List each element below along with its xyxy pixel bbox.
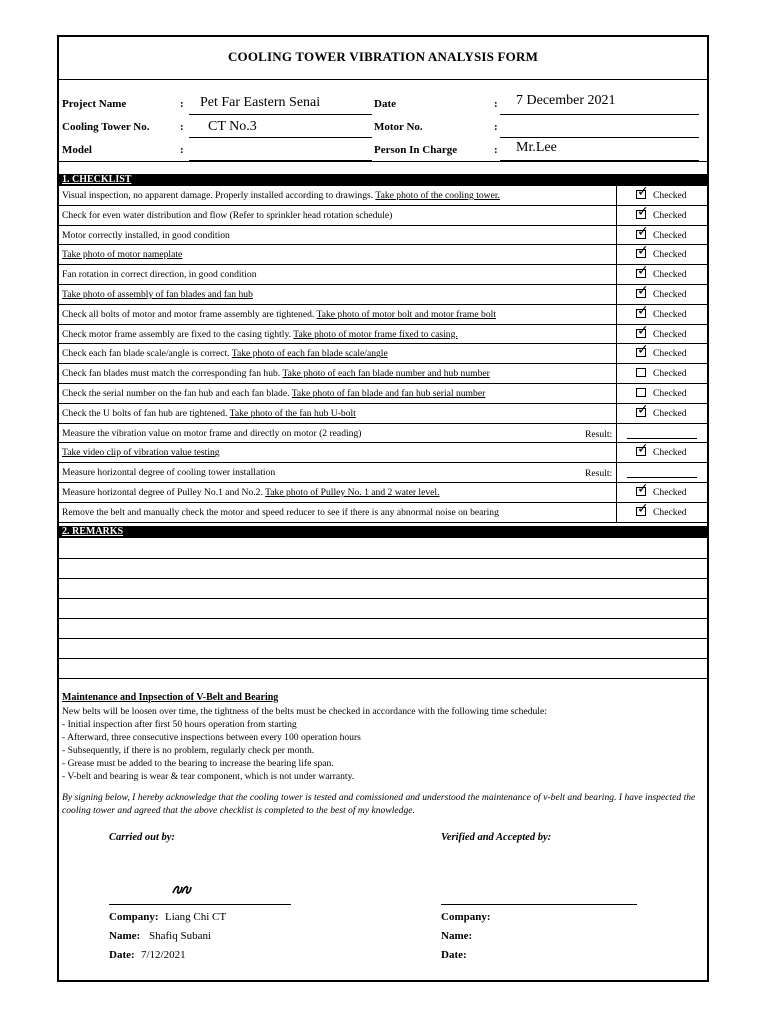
checklist-item-photo-instruction: Take photo of assembly of fan blades and fan hub: [62, 289, 253, 300]
checklist-item-description: Remove the belt and manually check the motor and speed reducer to see if there is any abnormal noise on bearing: [62, 506, 499, 518]
checklist-item-text: [62, 408, 356, 419]
cooling-tower-underline: [189, 137, 372, 138]
signature-mark: [171, 881, 193, 902]
remarks-line: [59, 598, 707, 599]
colon: :: [180, 144, 184, 156]
checked-label: Checked: [653, 447, 687, 459]
colon: :: [180, 121, 184, 133]
checklist-item-text: [62, 368, 490, 379]
empty-box-icon[interactable]: [636, 388, 646, 397]
maintenance-line: - Grease must be added to the bearing to increase the bearing life span.: [62, 758, 334, 769]
checklist-row: [59, 401, 707, 424]
checked-label: Checked: [653, 506, 687, 518]
checklist-item-description: Check all bolts of motor and motor frame assembly are tightened.: [62, 308, 317, 320]
checklist-item-description: Visual inspection, no apparent damage. Properly installed according to drawings.: [62, 190, 376, 201]
maintenance-line: - Subsequently, if there is no problem, regularly check per month.: [62, 745, 315, 756]
checked-label: Checked: [653, 368, 687, 380]
checkmark-icon: ✓: [637, 243, 649, 260]
checklist-item-text: [62, 210, 392, 221]
checklist-item-text: [62, 507, 499, 518]
checkmark-icon: ✓: [637, 322, 649, 339]
person-in-charge-value[interactable]: Mr.Lee: [516, 140, 557, 155]
motor-no-label: Motor No.: [374, 121, 423, 133]
checklist-row: [59, 203, 707, 226]
colon: :: [494, 121, 498, 133]
checked-label: Checked: [653, 229, 687, 241]
result-input[interactable]: [627, 438, 697, 439]
checklist-item-description: Motor correctly installed, in good condition: [62, 229, 230, 241]
checklist-row: [59, 265, 707, 285]
checkmark-icon: ✓: [637, 302, 649, 319]
checklist-item-description: Check for even water distribution and flow (Refer to sprinkler head rotation schedule): [62, 209, 393, 221]
motor-no-underline: [500, 137, 699, 138]
checkmark-icon: ✓: [637, 441, 649, 458]
checklist-row: [59, 364, 707, 384]
cooling-tower-label: Cooling Tower No.: [62, 121, 150, 133]
signature-line[interactable]: [109, 904, 291, 905]
signature-icon: [171, 881, 193, 897]
remarks-line: [59, 678, 707, 679]
maintenance-line: - Afterward, three consecutive inspections between every 100 operation hours: [62, 732, 361, 743]
name-label: Name:: [109, 930, 141, 942]
maintenance-line: New belts will be loosen over time, the tightness of the belts must be checked in accordance with the following time schedule:: [62, 706, 547, 717]
column-divider: [616, 463, 617, 482]
column-divider: [616, 503, 617, 522]
checkmark-icon: ✓: [637, 342, 649, 359]
checked-label: Checked: [653, 348, 687, 360]
checked-label: Checked: [653, 289, 687, 300]
checkmark-icon: ✓: [637, 184, 649, 200]
date-label: Date: [374, 98, 396, 110]
checkmark-icon: ✓: [637, 481, 649, 497]
checkmark-icon: ✓: [637, 500, 649, 517]
checked-label: Checked: [653, 269, 687, 281]
result-label: Result:: [585, 468, 613, 480]
checklist-row: [59, 186, 707, 206]
checklist-row: [59, 483, 707, 503]
checked-label: Checked: [653, 209, 687, 221]
checklist-item-description: Measure horizontal degree of Pulley No.1 and No.2.: [62, 487, 266, 498]
column-divider: [616, 483, 617, 502]
checklist-item-text: [62, 309, 496, 320]
checklist-item-photo-instruction: Take photo of the fan hub U-bolt: [229, 407, 356, 419]
checklist-row: [59, 285, 707, 305]
company-value[interactable]: Liang Chi CT: [165, 911, 227, 923]
checked-label: Checked: [653, 308, 687, 320]
checked-label: Checked: [653, 388, 687, 399]
checked-label: Checked: [653, 487, 687, 498]
checklist-item-text: [62, 487, 439, 498]
maintenance-line: - Initial inspection after first 50 hours operation from starting: [62, 719, 297, 730]
checklist-item-text: [62, 269, 257, 280]
project-name-value[interactable]: Pet Far Eastern Senai: [200, 95, 321, 110]
checklist-item-photo-instruction: Take photo of fan blade and fan hub serial number: [291, 388, 486, 399]
checklist-item-text: [62, 249, 182, 260]
verified-by-label: Verified and Accepted by:: [441, 832, 552, 843]
checklist-item-photo-instruction: Take photo of the cooling tower.: [375, 190, 500, 201]
checklist-item-photo-instruction: Take photo of motor nameplate: [62, 249, 183, 261]
checklist-item-text: [62, 329, 458, 340]
remarks-heading: 2. REMARKS: [59, 526, 707, 538]
remarks-line: [59, 558, 707, 559]
checked-label: Checked: [653, 328, 687, 340]
date-underline: [500, 114, 699, 115]
date-label: Date:: [441, 949, 467, 961]
project-name-underline: [189, 114, 372, 115]
maintenance-line: - V-belt and bearing is wear & tear component, which is not under warranty.: [62, 771, 355, 782]
checklist-item-description: Check the U bolts of fan hub are tightened.: [62, 407, 230, 419]
checklist-heading: 1. CHECKLIST: [59, 174, 707, 186]
column-divider: [616, 186, 617, 205]
checklist-row: [59, 223, 707, 246]
checklist-row: [59, 322, 707, 345]
checklist-item-photo-instruction: Take video clip of vibration value testing: [62, 447, 220, 459]
result-input[interactable]: [627, 477, 697, 478]
empty-box-icon[interactable]: [636, 368, 646, 377]
checklist-item-description: Check each fan blade scale/angle is correct.: [62, 348, 232, 360]
checklist-item-description: Measure the vibration value on motor frame and directly on motor (2 reading): [62, 427, 362, 439]
maintenance-heading: Maintenance and Inpsection of V-Belt and Bearing: [62, 692, 279, 703]
signature-line[interactable]: [441, 904, 637, 905]
column-divider: [616, 384, 617, 403]
checklist-item-text: [62, 447, 220, 458]
divider: [59, 79, 707, 80]
divider: [59, 161, 707, 162]
form-frame: [57, 35, 709, 982]
checklist-row: [59, 344, 707, 364]
cooling-tower-value[interactable]: CT No.3: [208, 119, 257, 134]
checklist-row: [59, 443, 707, 463]
column-divider: [616, 443, 617, 462]
person-in-charge-label: Person In Charge: [374, 144, 458, 156]
checklist-item-photo-instruction: Take photo of each fan blade number and hub number: [282, 368, 490, 380]
column-divider: [616, 404, 617, 423]
name-label: Name:: [441, 930, 473, 942]
column-divider: [616, 305, 617, 324]
checked-label: Checked: [653, 190, 687, 201]
column-divider: [616, 226, 617, 245]
checked-label: Checked: [653, 249, 687, 261]
column-divider: [616, 206, 617, 225]
carried-out-by-label: Carried out by:: [109, 832, 175, 843]
checklist-row: [59, 463, 707, 483]
acknowledgement-text: By signing below, I hereby acknowledge that the cooling tower is tested and comissioned and understood the maintenance of v-belt and bearing. I have inspected the cooling tower and agreed that the above checklist is completed to the best of my knowledge.: [62, 792, 696, 816]
remarks-line: [59, 578, 707, 579]
checkmark-icon: ✓: [637, 283, 649, 299]
column-divider: [616, 325, 617, 344]
checklist-item-photo-instruction: Take photo of motor bolt and motor frame bolt: [316, 308, 496, 320]
checklist-item-description: Check fan blades must match the corresponding fan hub.: [62, 368, 283, 380]
colon: :: [494, 144, 498, 156]
colon: :: [180, 98, 184, 110]
checklist-item-text: [62, 190, 500, 201]
result-label: Result:: [585, 428, 613, 440]
checklist-row: [59, 424, 707, 444]
company-label: Company:: [441, 911, 491, 923]
column-divider: [616, 424, 617, 443]
form-title: COOLING TOWER VIBRATION ANALYSIS FORM: [227, 49, 539, 64]
checklist-item-photo-instruction: Take photo of Pulley No. 1 and 2 water level.: [265, 487, 440, 498]
checked-label: Checked: [653, 407, 687, 419]
column-divider: [616, 285, 617, 304]
project-name-label: Project Name: [62, 98, 127, 110]
company-label: Company:: [109, 911, 159, 923]
checklist-row: [59, 302, 707, 325]
remarks-line: [59, 638, 707, 639]
checklist-row: [59, 384, 707, 404]
checkmark-icon: ✓: [637, 223, 649, 240]
checklist-item-text: [62, 388, 485, 399]
column-divider: [616, 245, 617, 264]
date-value[interactable]: 7 December 2021: [516, 93, 616, 108]
checklist-row: [59, 245, 707, 265]
model-label: Model: [62, 144, 92, 156]
checkmark-icon: ✓: [637, 263, 649, 280]
checklist-item-photo-instruction: Take photo of motor frame fixed to casing.: [293, 328, 458, 340]
checkmark-icon: ✓: [637, 401, 649, 418]
column-divider: [616, 344, 617, 363]
checklist-item-text: [62, 348, 388, 359]
checklist-item-description: Measure horizontal degree of cooling tower installation: [62, 467, 276, 479]
checklist-item-description: Fan rotation in correct direction, in good condition: [62, 269, 257, 281]
checklist-item-photo-instruction: Take photo of each fan blade scale/angle: [231, 348, 388, 360]
checklist-item-text: [62, 230, 230, 241]
column-divider: [616, 364, 617, 383]
date-value[interactable]: 7/12/2021: [141, 949, 186, 961]
checklist-row: [59, 500, 707, 523]
checklist-item-text: [62, 428, 361, 439]
checklist-item-text: [62, 467, 275, 478]
name-value[interactable]: Shafiq Subani: [149, 930, 212, 942]
checklist-item-description: Check motor frame assembly are fixed to the casing tightly.: [62, 328, 294, 340]
column-divider: [616, 265, 617, 284]
checklist-item-text: [62, 289, 253, 300]
checklist-item-description: Check the serial number on the fan hub and each fan blade.: [62, 388, 292, 399]
checkmark-icon: ✓: [637, 203, 649, 220]
remarks-line: [59, 618, 707, 619]
date-label: Date:: [109, 949, 135, 961]
remarks-line: [59, 658, 707, 659]
colon: :: [494, 98, 498, 110]
